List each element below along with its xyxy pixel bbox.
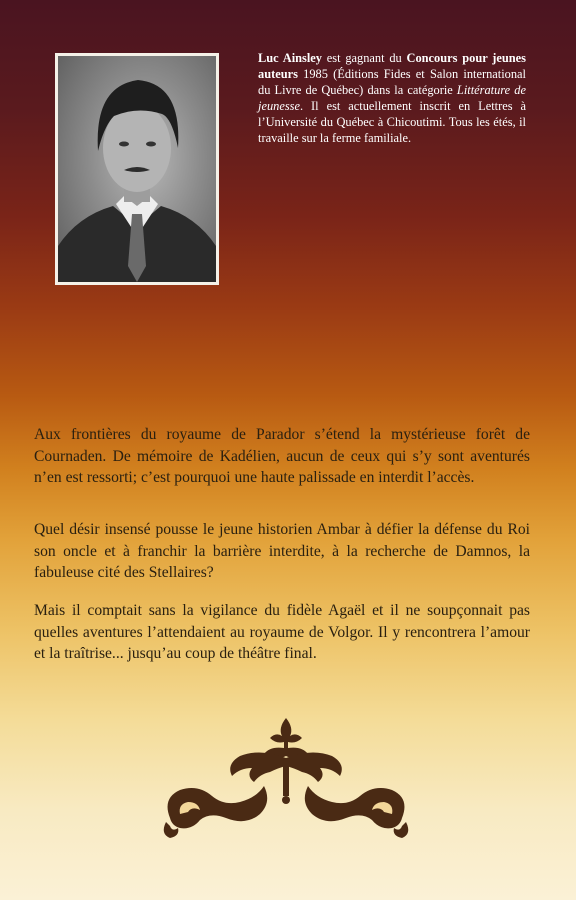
author-name: Luc Ainsley xyxy=(258,51,322,65)
author-photo-frame xyxy=(55,53,219,285)
floral-scroll-ornament-icon xyxy=(160,718,412,838)
category-name: Littérature de jeunesse xyxy=(258,83,526,113)
bio-text-3: . Il est actuellement inscrit en Lettres à l’Université du Québec à Chicoutimi. Tous les étés, il travaille sur la ferme familiale. xyxy=(258,99,526,145)
contest-name: Concours pour jeunes auteurs xyxy=(258,51,527,81)
author-portrait-image xyxy=(58,56,216,282)
blurb-paragraph-2: Quel désir insensé pousse le jeune historien Ambar à défier la défense du Roi son oncle et à franchir la barrière interdite, à la recherche de Damnos, la fabuleuse cité des Stellaires? xyxy=(34,521,530,581)
bio-text-2: 1985 (Éditions Fides et Salon international du Livre de Québec) dans la catégorie xyxy=(258,67,526,97)
blurb-paragraph-3: Mais il comptait sans la vigilance du fidèle Agaël et il ne soupçonnait pas quelles aventures l’attendaient au royaume de Volgor. Il y rencontrera l’amour et la traîtrise... jusqu’au coup de théâtre final. xyxy=(34,602,530,662)
blurb-paragraph-1: Aux frontières du royaume de Parador s’étend la mystérieuse forêt de Cournaden. De mémoire de Kadélien, aucun de ceux qui s’y sont aventurés n’en est ressorti; c’est pourquoi une haute palissade en interdit l’accès. xyxy=(34,426,530,486)
bio-text-1: est gagnant du xyxy=(322,51,407,65)
author-photo xyxy=(58,56,216,282)
author-bio xyxy=(258,50,526,146)
